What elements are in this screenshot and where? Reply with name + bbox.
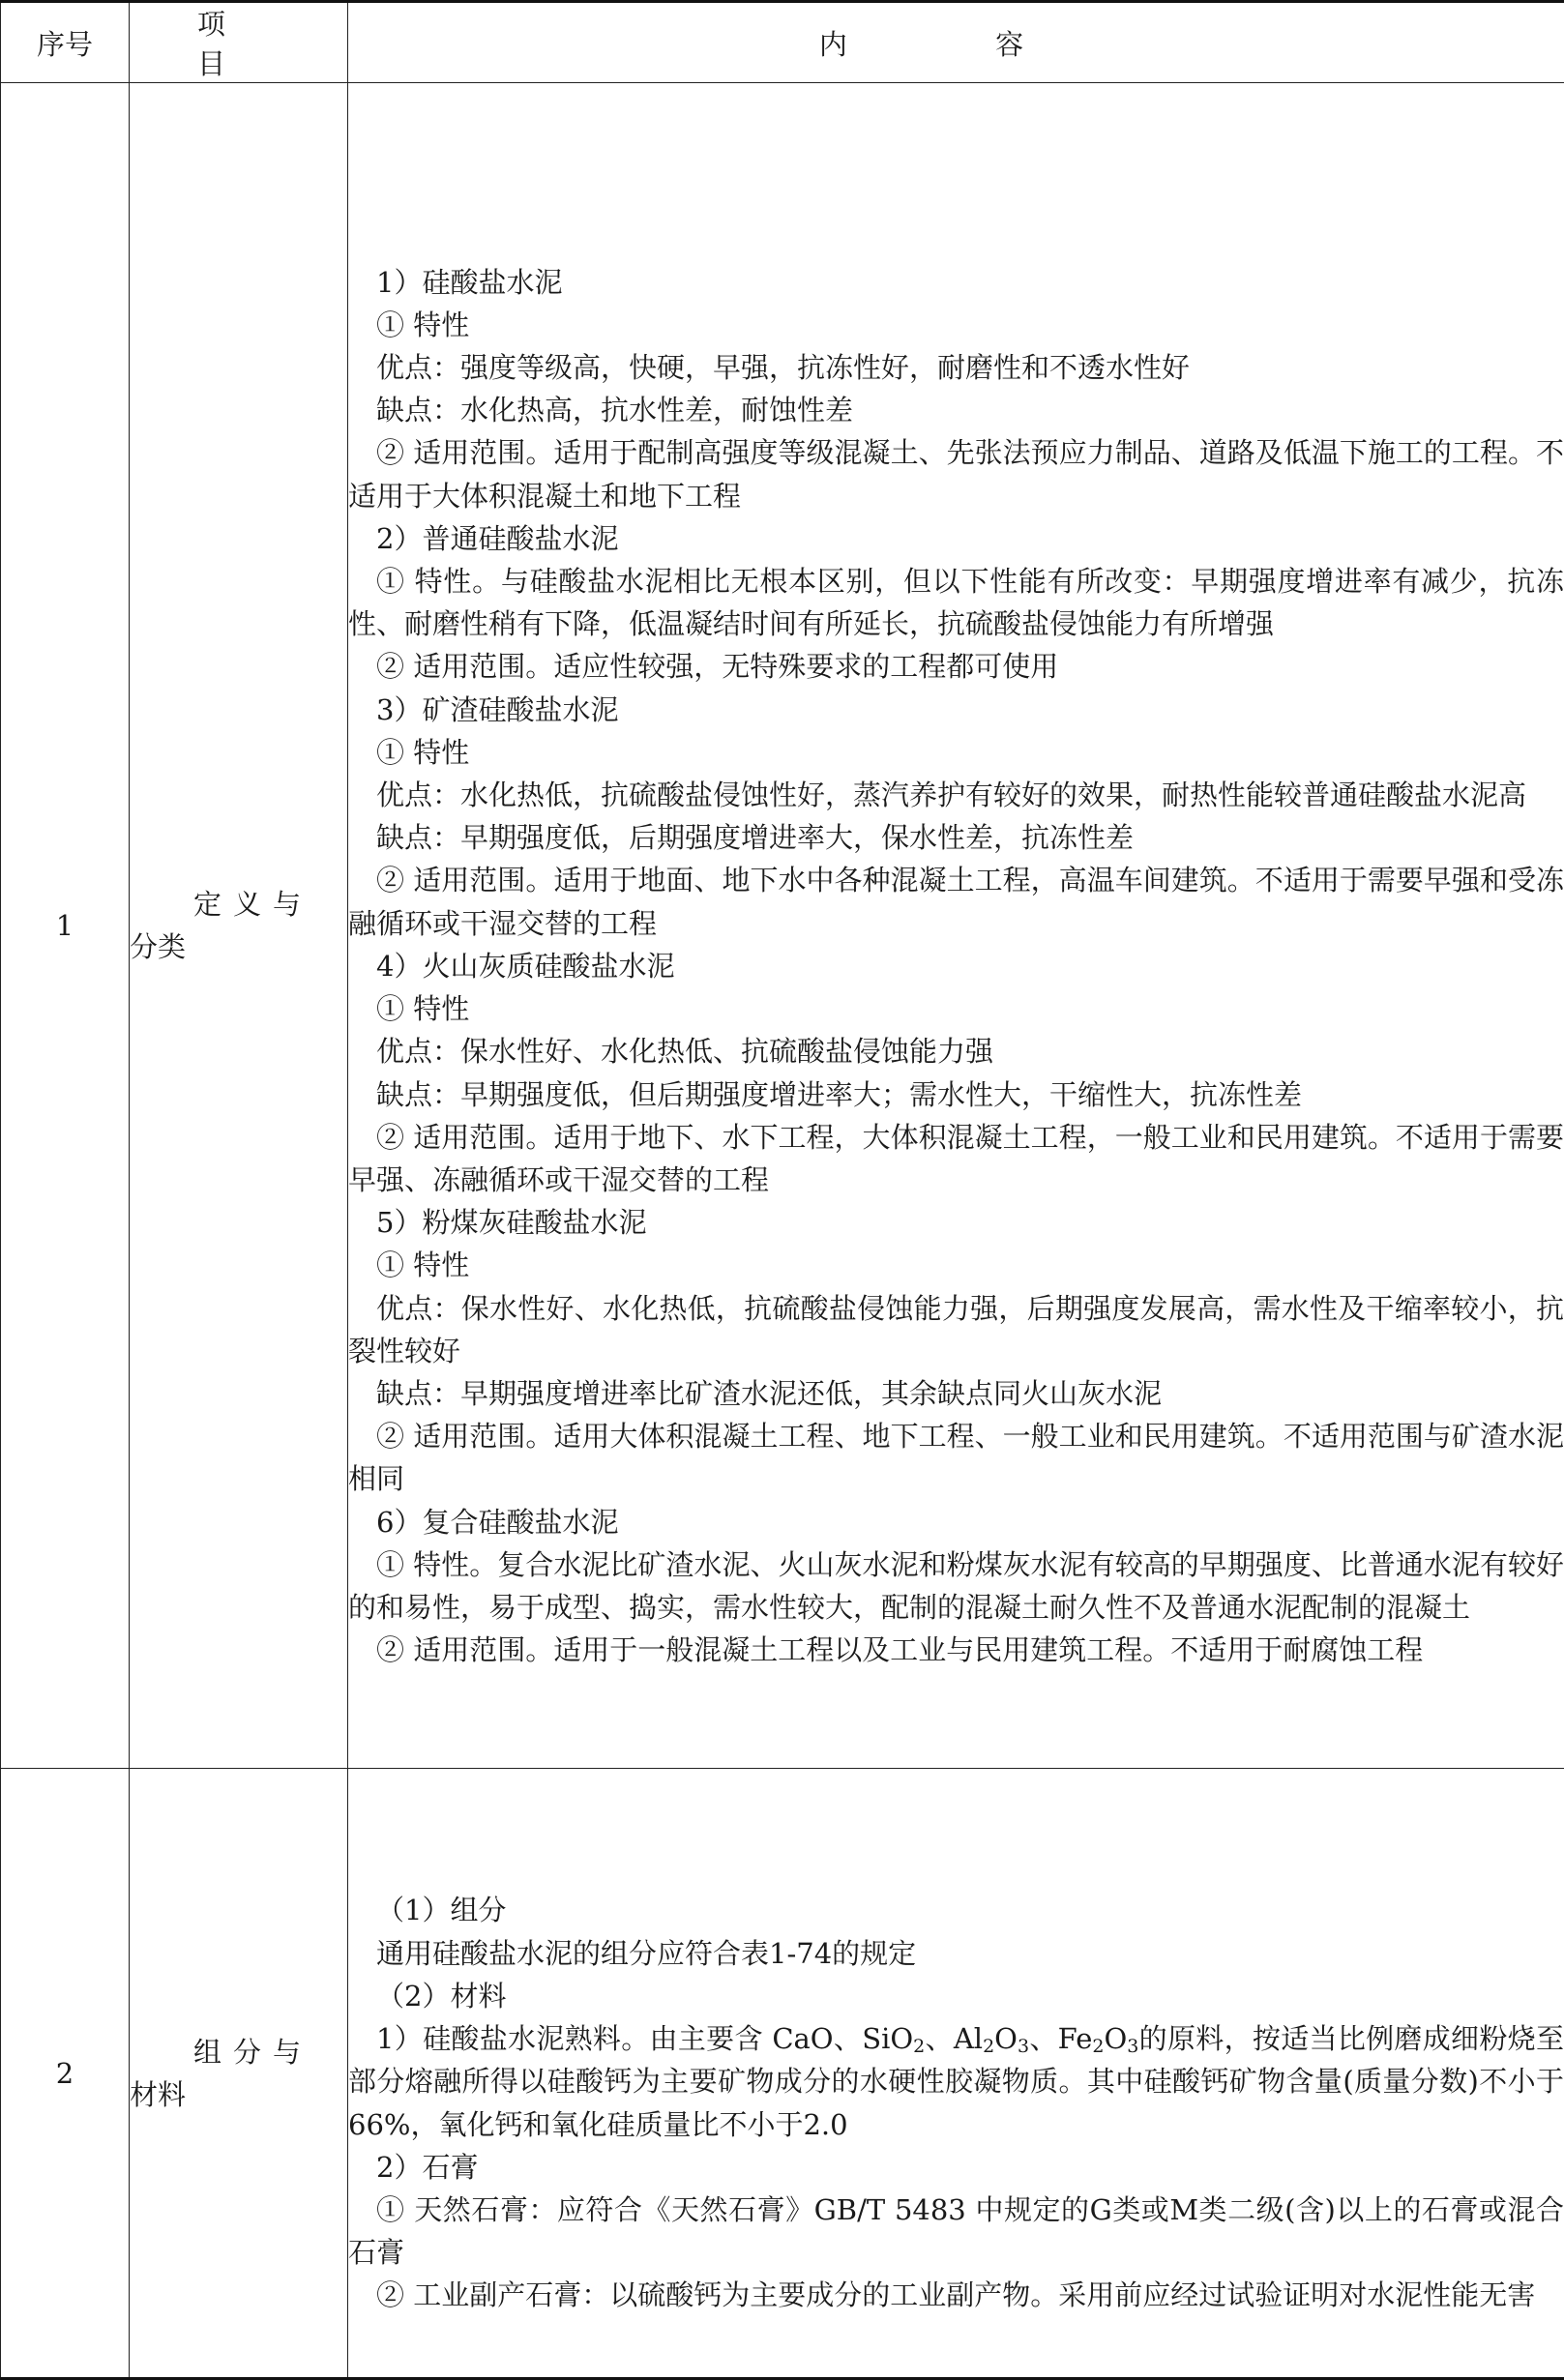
- content-paragraph: 5）粉煤灰硅酸盐水泥: [348, 1201, 1564, 1244]
- content-paragraph: ② 适用范围。适用大体积混凝土工程、地下工程、一般工业和民用建筑。不适用范围与矿渣水泥相同: [348, 1415, 1564, 1500]
- header-content-label: 内 容: [819, 28, 1093, 61]
- row-item-line1: 定义与: [130, 883, 347, 926]
- header-item-label: 项 目: [197, 8, 280, 80]
- content-paragraph: ① 特性: [348, 987, 1564, 1030]
- content-paragraph: 优点：水化热低，抗硫酸盐侵蚀性好，蒸汽养护有较好的效果，耐热性能较普通硅酸盐水泥高: [348, 774, 1564, 816]
- row-content: [348, 83, 1564, 1769]
- content-paragraph: 2）石膏: [348, 2146, 1564, 2189]
- content-paragraph-formula: 1）硅酸盐水泥熟料。由主要含 CaO、SiO$_2$、$Al_2O_3$、$Fe_2O_3$的原料，按适当比例磨成细粉烧至部分熔融所得以硅酸钙为主要矿物成分的水硬性胶凝物质。其中硅酸钙矿物含量(质量分数)不小于66%，氧化钙和氧化硅质量比不小于2.0: [348, 2017, 1564, 2146]
- content-paragraph: 缺点：早期强度低，但后期强度增进率大；需水性大，干缩性大，抗冻性差: [348, 1073, 1564, 1116]
- content-paragraph: 3）矿渣硅酸盐水泥: [348, 689, 1564, 731]
- header-item: [130, 2, 348, 83]
- content-paragraph: 缺点：水化热高，抗水性差，耐蚀性差: [348, 389, 1564, 431]
- row-item-line2: 分类: [130, 926, 347, 968]
- content-paragraph: 2）普通硅酸盐水泥: [348, 517, 1564, 560]
- content-paragraph: ① 特性。复合水泥比矿渣水泥、火山灰水泥和粉煤灰水泥有较高的早期强度、比普通水泥有较好的和易性，易于成型、捣实，需水性较大，配制的混凝土耐久性不及普通水泥配制的混凝土: [348, 1543, 1564, 1629]
- content-paragraph: ① 特性: [348, 1244, 1564, 1286]
- row-item-line2: 材料: [130, 2073, 347, 2116]
- content-paragraph: （1）组分: [348, 1889, 1564, 1931]
- header-content: [348, 2, 1564, 83]
- table-row: [1, 1769, 1564, 2379]
- content-paragraph: 缺点：早期强度低，后期强度增进率大，保水性差，抗冻性差: [348, 816, 1564, 859]
- row-item-line1: 组分与: [130, 2031, 347, 2073]
- content-paragraph: 1）硅酸盐水泥: [348, 261, 1564, 304]
- content-paragraph: ① 特性: [348, 304, 1564, 346]
- content-paragraph: ① 特性: [348, 731, 1564, 774]
- row-number: 1: [1, 83, 130, 1769]
- table-row: [1, 83, 1564, 1769]
- content-paragraph: 优点：保水性好、水化热低、抗硫酸盐侵蚀能力强: [348, 1030, 1564, 1072]
- content-paragraph: 优点：强度等级高，快硬，早强，抗冻性好，耐磨性和不透水性好: [348, 346, 1564, 389]
- row-item: [130, 1769, 348, 2379]
- content-paragraph: 4）火山灰质硅酸盐水泥: [348, 945, 1564, 987]
- content-paragraph: （2）材料: [348, 1975, 1564, 2017]
- content-paragraph: ② 适用范围。适用于地下、水下工程，大体积混凝土工程，一般工业和民用建筑。不适用于需要早强、冻融循环或干湿交替的工程: [348, 1116, 1564, 1201]
- content-paragraph: 6）复合硅酸盐水泥: [348, 1501, 1564, 1543]
- content-paragraph: ② 适用范围。适应性较强，无特殊要求的工程都可使用: [348, 645, 1564, 688]
- content-paragraph: ② 适用范围。适用于配制高强度等级混凝土、先张法预应力制品、道路及低温下施工的工程。不适用于大体积混凝土和地下工程: [348, 431, 1564, 516]
- content-paragraph: ① 特性。与硅酸盐水泥相比无根本区别，但以下性能有所改变：早期强度增进率有减少，抗冻性、耐磨性稍有下降，低温凝结时间有所延长，抗硫酸盐侵蚀能力有所增强: [348, 560, 1564, 645]
- content-paragraph: 优点：保水性好、水化热低，抗硫酸盐侵蚀能力强，后期强度发展高，需水性及干缩率较小，抗裂性较好: [348, 1287, 1564, 1372]
- content-paragraph: ② 适用范围。适用于一般混凝土工程以及工业与民用建筑工程。不适用于耐腐蚀工程: [348, 1629, 1564, 1671]
- content-paragraph: 通用硅酸盐水泥的组分应符合表1-74的规定: [348, 1932, 1564, 1975]
- content-paragraph: 缺点：早期强度增进率比矿渣水泥还低，其余缺点同火山灰水泥: [348, 1372, 1564, 1415]
- content-paragraph: ① 天然石膏：应符合《天然石膏》GB/T 5483 中规定的G类或M类二级(含)以上的石膏或混合石膏: [348, 2189, 1564, 2274]
- row-number: 2: [1, 1769, 130, 2379]
- header-no: 序号: [1, 2, 130, 83]
- row-item: [130, 83, 348, 1769]
- row-content: [348, 1769, 1564, 2379]
- content-paragraph: ② 工业副产石膏：以硫酸钙为主要成分的工业副产物。采用前应经过试验证明对水泥性能无害: [348, 2274, 1564, 2316]
- table-header-row: [1, 2, 1564, 83]
- content-paragraph: ② 适用范围。适用于地面、地下水中各种混凝土工程，高温车间建筑。不适用于需要早强和受冻融循环或干湿交替的工程: [348, 859, 1564, 944]
